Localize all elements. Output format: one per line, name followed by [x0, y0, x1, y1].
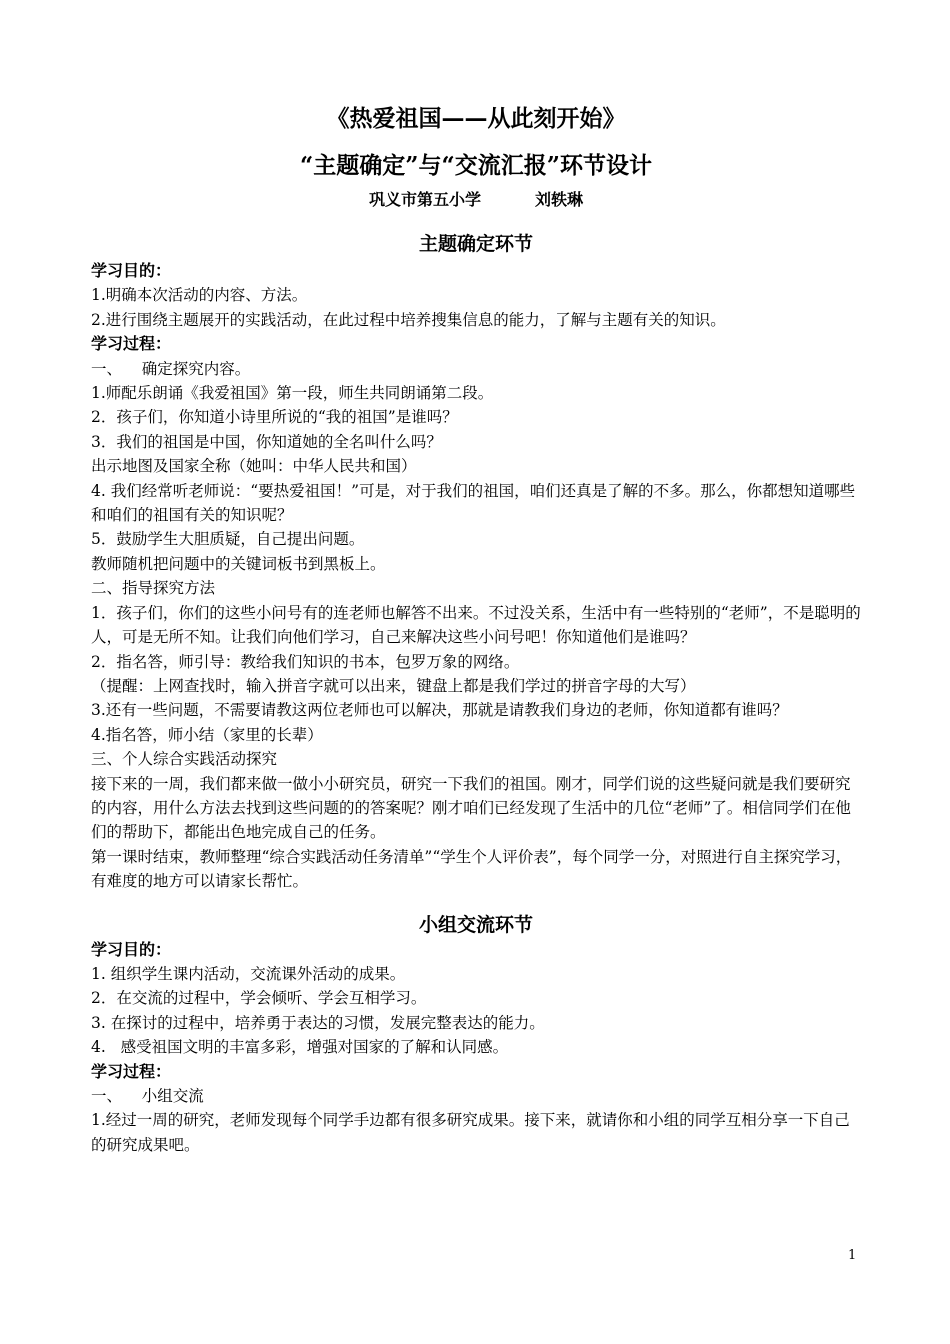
process-line: （提醒：上网查找时，输入拼音字就可以出来，键盘上都是我们学过的拼音字母的大写） — [91, 676, 696, 695]
school-name: 巩义市第五小学 — [368, 190, 481, 209]
process-line: 第一课时结束，教师整理“综合实践活动任务清单”“学生个人评价表”，每个同学一分，对照进行自主探究学习，有难度的地方可以请家长帮忙。 — [91, 847, 852, 891]
goal-item: 2．在交流的过程中，学会倾听、学会互相学习。 — [91, 989, 427, 1008]
goal-item: 1. 组织学生课内活动，交流课外活动的成果。 — [91, 964, 406, 983]
process-line: 1.经过一周的研究，老师发现每个同学手边都有很多研究成果。接下来，就请你和小组的同学互相分享一下自己的研究成果吧。 — [91, 1111, 850, 1154]
document-title: 《热爱祖国——从此刻开始》 — [326, 105, 626, 132]
byline — [91, 189, 861, 211]
document-subtitle: “主题确定”与“交流汇报”环节设计 — [300, 152, 652, 179]
page-number: 1 — [848, 1248, 857, 1263]
section-heading-group-exchange: 小组交流环节 — [418, 913, 533, 936]
process-line: 3．我们的祖国是中国，你知道她的全名叫什么吗？ — [91, 432, 442, 451]
process-line: 二、指导探究方法 — [91, 579, 216, 598]
process-line: 5．鼓励学生大胆质疑，自己提出问题。 — [91, 530, 365, 549]
goals-label: 学习目的： — [91, 261, 172, 280]
goal-item: 4. 感受祖国文明的丰富多彩，增强对国家的了解和认同感。 — [91, 1038, 509, 1057]
process-line: 一、 确定探究内容。 — [91, 359, 251, 378]
process-label: 学习过程： — [91, 334, 172, 354]
goals-label: 学习目的： — [91, 939, 172, 959]
process-line: 1.师配乐朗诵《我爱祖国》第一段，师生共同朗诵第二段。 — [91, 384, 494, 403]
process-line: 2．孩子们，你知道小诗里所说的“我的祖国”是谁吗？ — [91, 408, 458, 427]
process-line: 3.还有一些问题，不需要请教这两位老师也可以解决，那就是请教我们身边的老师，你知道都有谁吗？ — [91, 701, 788, 720]
process-line: 1．孩子们，你们的这些小问号有的连老师也解答不出来。不过没关系，生活中有一些特别的“老师”，不是聪明的人，可是无所不知。让我们向他们学习，自己来解决这些小问号吧！你知道他们是谁吗？ — [91, 603, 861, 647]
process-line: 2．指名答，师引导：教给我们知识的书本，包罗万象的网络。 — [91, 652, 520, 671]
process-line: 三、个人综合实践活动探究 — [91, 750, 278, 769]
process-label: 学习过程： — [91, 1061, 172, 1081]
process-line: 出示地图及国家全称（她叫：中华人民共和国） — [91, 457, 417, 476]
author-name: 刘轶琳 — [535, 190, 584, 209]
process-line: 教师随机把问题中的关键词板书到黑板上。 — [91, 554, 386, 573]
process-line: 4.指名答，师小结（家里的长辈） — [91, 725, 323, 744]
process-line: 接下来的一周，我们都来做一做小小研究员，研究一下我们的祖国。刚才，同学们说的这些疑问就是我们要研究的内容，用什么方法去找到这些问题的的答案呢？刚才咱们已经发现了生活中的几位“老师”了。相信同学们在他们的帮助下，都能出色地完成自己的任务。 — [91, 774, 851, 842]
process-line: 4. 我们经常听老师说：“要热爱祖国！”可是，对于我们的祖国，咱们还真是了解的不多。那么，你都想知道哪些和咱们的祖国有关的知识呢？ — [91, 481, 856, 525]
process-line: 一、 小组交流 — [91, 1087, 204, 1105]
section-heading-topic: 主题确定环节 — [418, 233, 533, 255]
goal-item: 2.进行围绕主题展开的实践活动，在此过程中培养搜集信息的能力，了解与主题有关的知识。 — [91, 310, 726, 329]
goal-item: 1.明确本次活动的内容、方法。 — [91, 286, 308, 305]
document-body — [91, 104, 861, 1157]
goal-item: 3. 在探讨的过程中，培养勇于表达的习惯，发展完整表达的能力。 — [91, 1013, 545, 1032]
